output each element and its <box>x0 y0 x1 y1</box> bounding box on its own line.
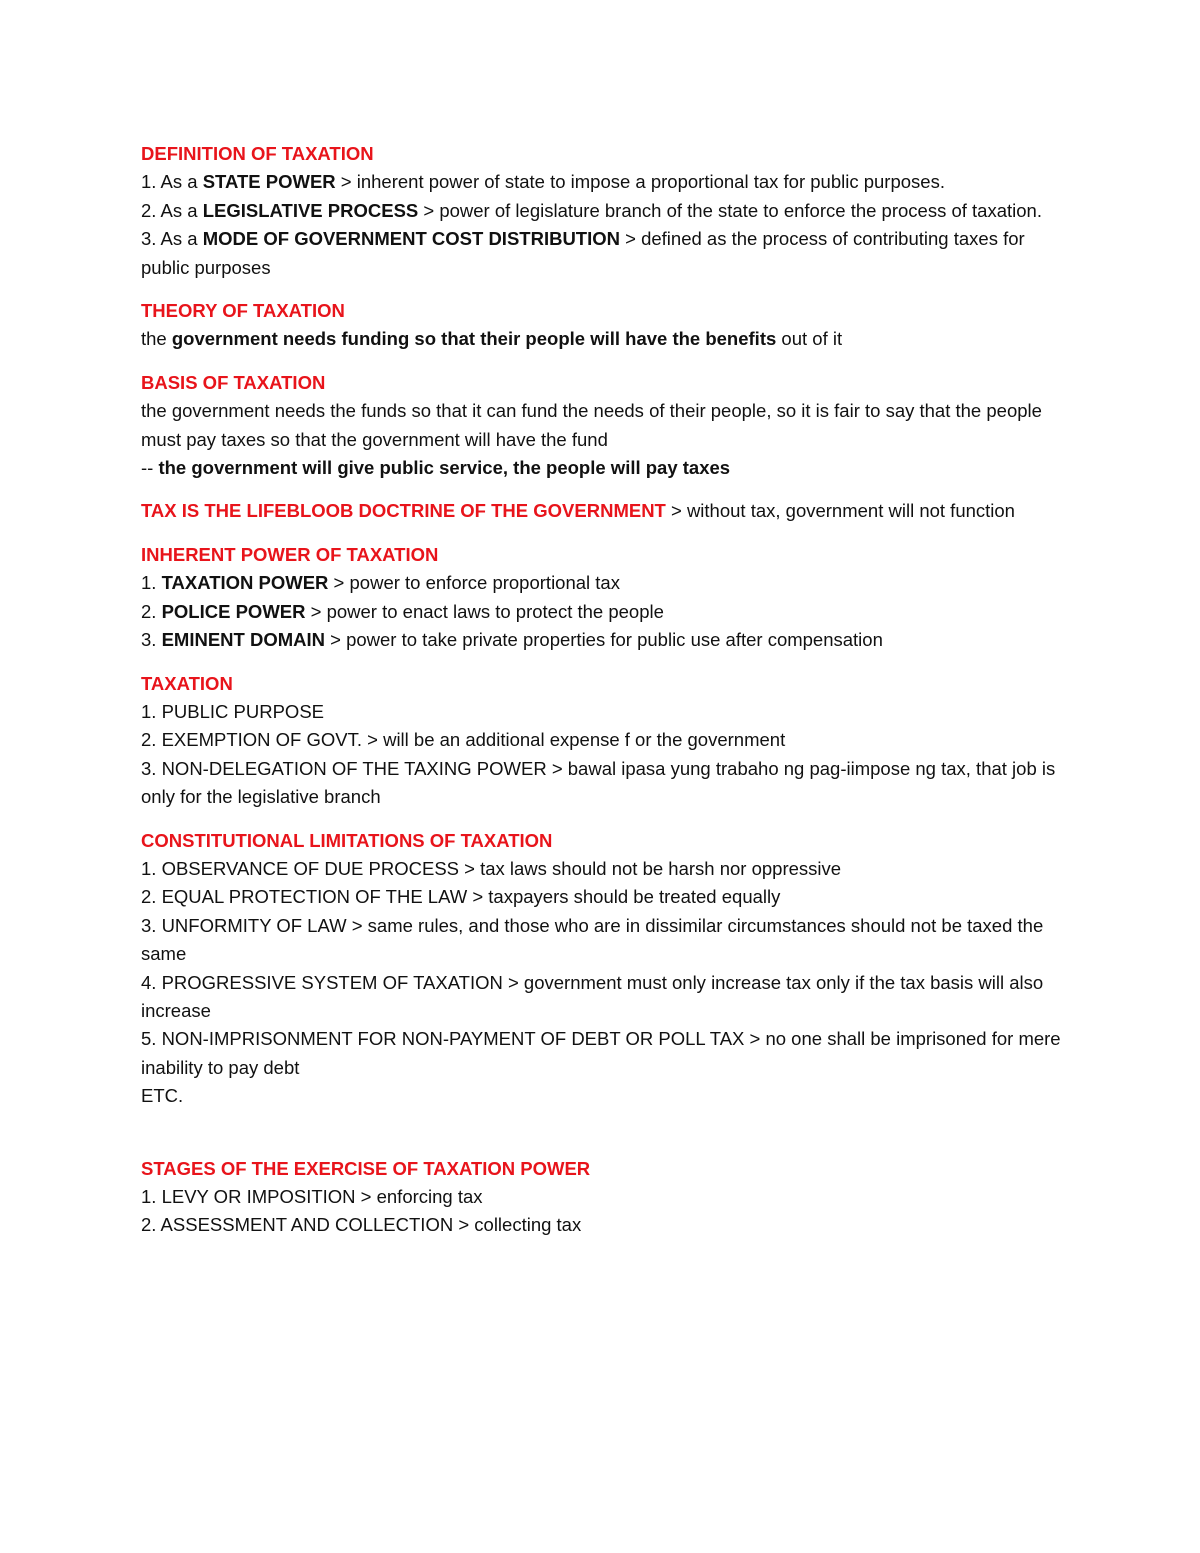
constitutional-etc: ETC. <box>141 1085 184 1107</box>
item-term: EMINENT DOMAIN <box>161 629 325 651</box>
constitutional-item: 2. EQUAL PROTECTION OF THE LAW > taxpayers should be treated equally <box>141 886 781 908</box>
item-text: > inherent power of state to impose a proportional tax for public purposes. <box>335 171 945 193</box>
item-number: 2. As a <box>141 199 203 221</box>
bold-run: the government will give public service, the people will pay taxes <box>158 457 731 479</box>
item-term: STATE POWER <box>202 171 336 193</box>
item-text: > power of legislature branch of the state to enforce the process of taxation. <box>418 199 1042 221</box>
definition-heading: DEFINITION OF TAXATION <box>141 143 374 164</box>
text-run: out of it <box>776 328 843 350</box>
inherent-item <box>141 569 1061 597</box>
inherent-section <box>141 541 1061 655</box>
definition-item <box>141 197 1061 225</box>
text-run: the <box>141 328 172 350</box>
stages-item: 2. ASSESSMENT AND COLLECTION > collecting tax <box>141 1214 582 1236</box>
lifeblood-heading: TAX IS THE LIFEBLOOB DOCTRINE OF THE GOVERNMENT <box>141 500 666 522</box>
item-text: > power to take private properties for public use after compensation <box>325 629 883 651</box>
constitutional-section <box>141 827 1061 1111</box>
item-number: 3. As a <box>141 228 203 250</box>
bold-run: government needs funding so that their people will have the benefits <box>171 328 777 350</box>
definition-item <box>141 168 1061 196</box>
taxation-item: 3. NON-DELEGATION OF THE TAXING POWER > bawal ipasa yung trabaho ng pag-iimpose ng tax, that job is only for the legislative branch <box>141 757 1056 808</box>
inherent-heading: INHERENT POWER OF TAXATION <box>141 543 439 565</box>
item-term: MODE OF GOVERNMENT COST DISTRIBUTION <box>202 228 620 250</box>
lifeblood-section <box>141 497 1061 525</box>
item-number: 1. <box>141 572 162 594</box>
constitutional-item: 5. NON-IMPRISONMENT FOR NON-PAYMENT OF DEBT OR POLL TAX > no one shall be imprisoned for mere inability to pay debt <box>141 1028 1061 1078</box>
item-text: > defined as the process of contributing taxes for public purposes <box>141 228 1025 278</box>
taxation-item: 1. PUBLIC PURPOSE <box>141 700 325 722</box>
theory-heading: THEORY OF TAXATION <box>141 300 345 322</box>
basis-summary <box>141 454 1061 482</box>
basis-text: the government needs the funds so that it can fund the needs of their people, so it is fair to say that the people must pay taxes so that the government will have the fund <box>141 400 1042 450</box>
basis-section <box>141 369 1061 483</box>
constitutional-item: 1. OBSERVANCE OF DUE PROCESS > tax laws should not be harsh nor oppressive <box>141 857 842 879</box>
inherent-item <box>141 626 1061 654</box>
document-page <box>141 140 1061 1240</box>
text-run: -- <box>141 457 159 479</box>
theory-text <box>141 325 1061 353</box>
item-text: > power to enact laws to protect the people <box>305 600 664 622</box>
constitutional-item: 4. PROGRESSIVE SYSTEM OF TAXATION > government must only increase tax only if the tax basis will also increase <box>141 971 1044 1021</box>
stages-heading: STAGES OF THE EXERCISE OF TAXATION POWER <box>141 1157 591 1179</box>
lifeblood-text: > without tax, government will not function <box>665 500 1015 522</box>
item-term: POLICE POWER <box>161 600 306 622</box>
stages-section <box>141 1155 1061 1240</box>
definition-section <box>141 140 1061 282</box>
definition-item <box>141 225 1061 282</box>
item-term: LEGISLATIVE PROCESS <box>202 199 419 221</box>
stages-item: 1. LEVY OR IMPOSITION > enforcing tax <box>141 1186 483 1207</box>
basis-heading: BASIS OF TAXATION <box>141 371 326 393</box>
taxation-item: 2. EXEMPTION OF GOVT. > will be an additional expense f or the government <box>141 729 786 751</box>
constitutional-item: 3. UNFORMITY OF LAW > same rules, and those who are in dissimilar circumstances should not be taxed the same <box>141 914 1044 965</box>
taxation-heading: TAXATION <box>141 672 233 694</box>
item-text: > power to enforce proportional tax <box>328 572 620 594</box>
item-number: 2. <box>141 600 162 622</box>
lifeblood-line <box>141 497 1061 525</box>
taxation-section <box>141 670 1061 812</box>
item-number: 3. <box>141 629 162 651</box>
item-number: 1. As a <box>141 171 203 193</box>
item-term: TAXATION POWER <box>161 572 329 594</box>
constitutional-heading: CONSTITUTIONAL LIMITATIONS OF TAXATION <box>141 829 553 851</box>
inherent-item <box>141 598 1061 626</box>
theory-section <box>141 297 1061 354</box>
